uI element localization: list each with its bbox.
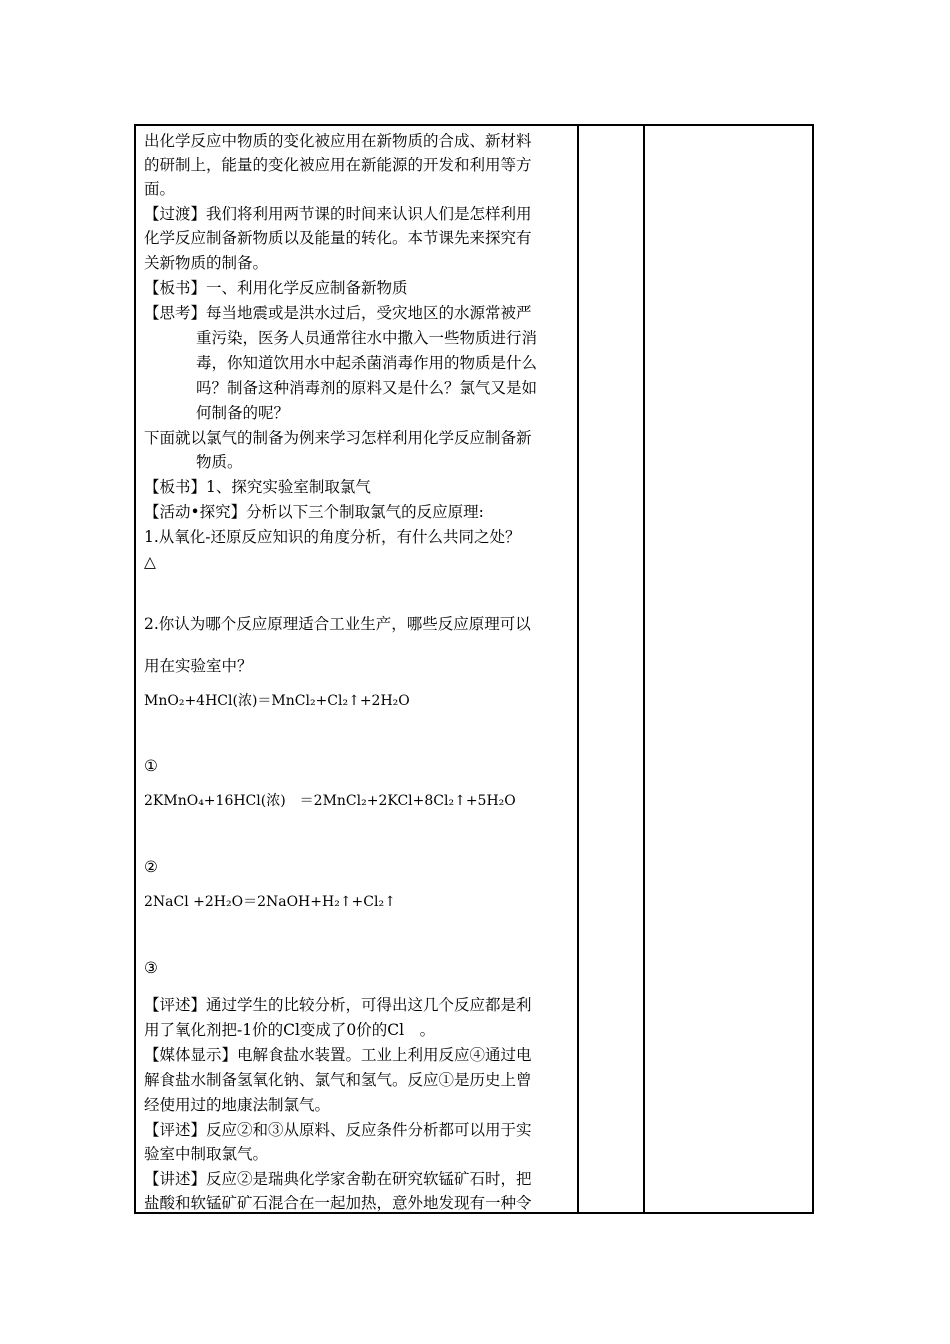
text-line: 验室中制取氯气。 bbox=[144, 1145, 269, 1163]
text-line: 2.你认为哪个反应原理适合工业生产，哪些反应原理可以 bbox=[144, 615, 531, 633]
column-divider-2 bbox=[643, 126, 645, 1212]
text-line: 出化学反应中物质的变化被应用在新物质的合成、新材料 bbox=[144, 132, 532, 150]
text-line: 盐酸和软锰矿矿石混合在一起加热，意外地发现有一种令 bbox=[144, 1194, 532, 1212]
text-line: 面。 bbox=[144, 180, 176, 198]
text-line: 解食盐水制备氢氧化钠、氯气和氢气。反应①是历史上曾 bbox=[144, 1071, 532, 1089]
lesson-table bbox=[134, 124, 814, 1214]
text-line: 关新物质的制备。 bbox=[144, 254, 269, 272]
text-line: 【媒体显示】电解食盐水装置。工业上利用反应④通过电 bbox=[144, 1046, 532, 1064]
text-line: 【评述】通过学生的比较分析，可得出这几个反应都是利 bbox=[144, 996, 532, 1014]
text-line: 重污染，医务人员通常往水中撒入一些物质进行消 bbox=[196, 329, 538, 347]
reaction-number-2: ② bbox=[144, 858, 158, 876]
text-line: 【板书】一、利用化学反应制备新物质 bbox=[144, 279, 408, 297]
text-line: 经使用过的地康法制氯气。 bbox=[144, 1096, 331, 1114]
text-line: 下面就以氯气的制备为例来学习怎样利用化学反应制备新 bbox=[144, 429, 532, 447]
column-divider-1 bbox=[577, 126, 579, 1212]
text-line: 【板书】1、探究实验室制取氯气 bbox=[144, 478, 371, 496]
text-line: 何制备的呢？ bbox=[196, 404, 290, 422]
text-line: 1.从氧化-还原反应知识的角度分析，有什么共同之处？ bbox=[144, 528, 521, 546]
text-line: 【思考】每当地震或是洪水过后，受灾地区的水源常被严 bbox=[144, 304, 532, 322]
equation-3: 2NaCl +2H₂O＝2NaOH+H₂↑+Cl₂↑ bbox=[144, 894, 396, 910]
equation-1: MnO₂+4HCl(浓)＝MnCl₂+Cl₂↑+2H₂O bbox=[144, 693, 410, 709]
text-line: 用了氧化剂把-1价的Cl变成了0价的Cl 。 bbox=[144, 1021, 436, 1039]
text-line: 毒，你知道饮用水中起杀菌消毒作用的物质是什么 bbox=[196, 354, 538, 372]
text-line: 【过渡】我们将利用两节课的时间来认识人们是怎样利用 bbox=[144, 205, 532, 223]
text-line: 物质。 bbox=[196, 453, 243, 471]
equation-2: 2KMnO₄+16HCl(浓) ＝2MnCl₂+2KCl+8Cl₂↑+5H₂O bbox=[144, 793, 516, 809]
text-line: 【讲述】反应②是瑞典化学家舍勒在研究软锰矿石时，把 bbox=[144, 1170, 532, 1188]
text-line: 的研制上，能量的变化被应用在新能源的开发和利用等方 bbox=[144, 156, 532, 174]
text-line: 吗？制备这种消毒剂的原料又是什么？氯气又是如 bbox=[196, 379, 538, 397]
text-line: 【活动•探究】分析以下三个制取氯气的反应原理: bbox=[144, 503, 484, 521]
text-line: 化学反应制备新物质以及能量的转化。本节课先来探究有 bbox=[144, 229, 532, 247]
reaction-number-1: ① bbox=[144, 757, 158, 775]
text-line: 【评述】反应②和③从原料、反应条件分析都可以用于实 bbox=[144, 1121, 532, 1139]
text-line: 用在实验室中？ bbox=[144, 657, 253, 675]
text-line: △ bbox=[144, 553, 156, 571]
reaction-number-3: ③ bbox=[144, 959, 158, 977]
